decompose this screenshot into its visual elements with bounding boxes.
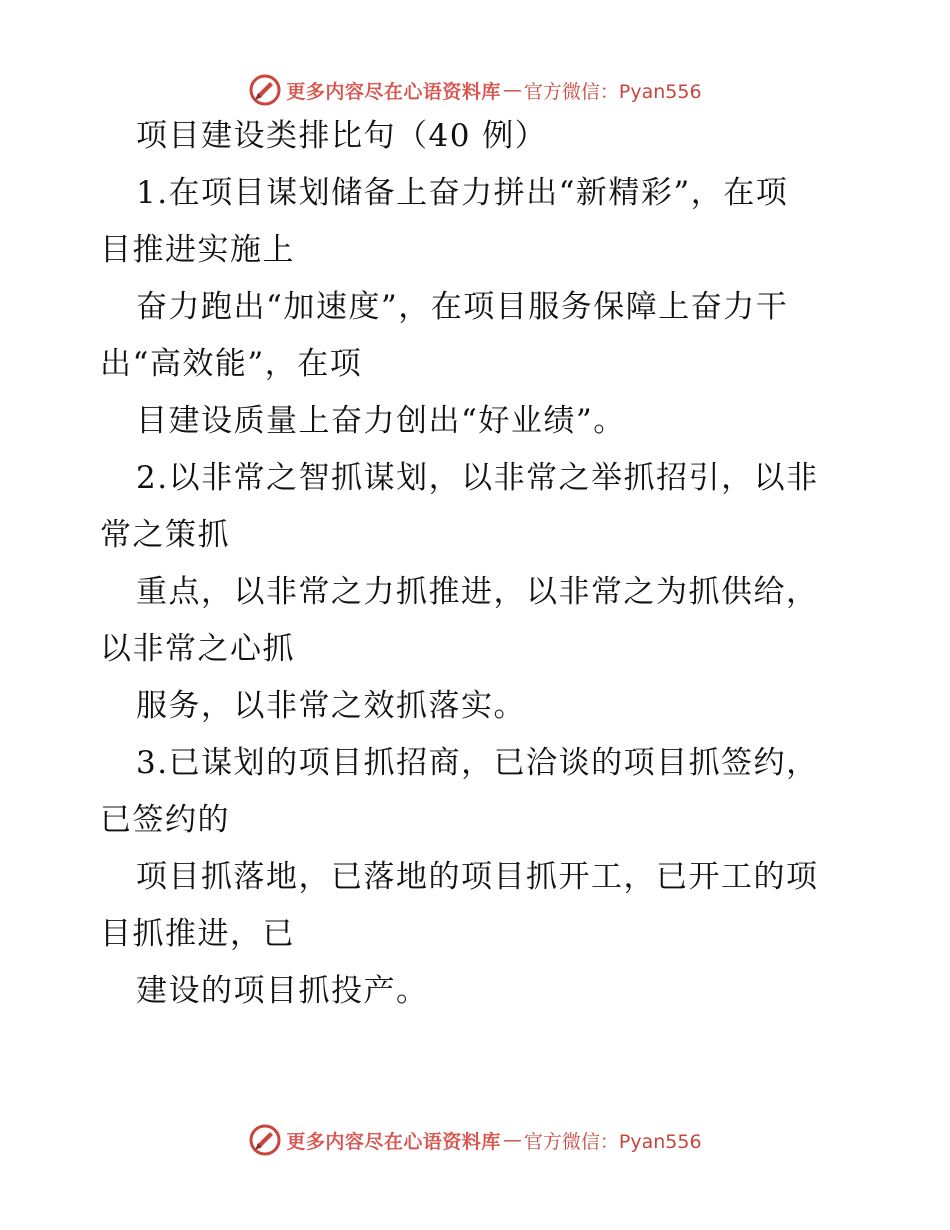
paragraph-line: 出“高效能”，在项: [100, 346, 363, 382]
paragraph-line: 项目抓落地，已落地的项目抓开工，已开工的项: [136, 859, 819, 895]
paragraph-line: 以非常之心抓: [100, 631, 295, 667]
header-watermark: [0, 70, 950, 110]
paragraph-line: 目推进实施上: [100, 232, 295, 268]
paragraph-line: 已签约的: [100, 802, 230, 838]
paragraph-line: 服务，以非常之效抓落实。: [136, 688, 526, 724]
watermark-wechat: 官方微信：Pyan556: [523, 1130, 702, 1153]
paragraph-line: 常之策抓: [100, 517, 230, 553]
brand-logo-icon: [248, 73, 282, 107]
paragraph-line: 建设的项目抓投产。: [136, 973, 429, 1009]
document-body: [100, 118, 860, 1034]
paragraph-line: 2.以非常之智抓谋划，以非常之举抓招引，以非: [136, 460, 819, 496]
footer-watermark: [0, 1120, 950, 1160]
paragraph-line: 目抓推进，已: [100, 916, 295, 952]
paragraph-line: 目建设质量上奋力创出“好业绩”。: [136, 403, 626, 439]
brand-logo-icon: [248, 1123, 282, 1157]
watermark-wechat: 官方微信：Pyan556: [523, 80, 702, 103]
document-title: 项目建设类排比句（40 例）: [136, 118, 548, 154]
paragraph-line: 1.在项目谋划储备上奋力拼出“新精彩”，在项: [136, 175, 789, 211]
watermark-brand: 更多内容尽在心语资料库: [286, 1130, 501, 1153]
watermark-dash: —: [502, 79, 522, 101]
watermark-dash: —: [502, 1129, 522, 1151]
paragraph-line: 重点，以非常之力抓推进，以非常之为抓供给，: [136, 574, 819, 610]
paragraph-line: 3.已谋划的项目抓招商，已洽谈的项目抓签约，: [136, 745, 819, 781]
watermark-brand: 更多内容尽在心语资料库: [286, 80, 501, 103]
paragraph-line: 奋力跑出“加速度”，在项目服务保障上奋力干: [136, 289, 789, 325]
